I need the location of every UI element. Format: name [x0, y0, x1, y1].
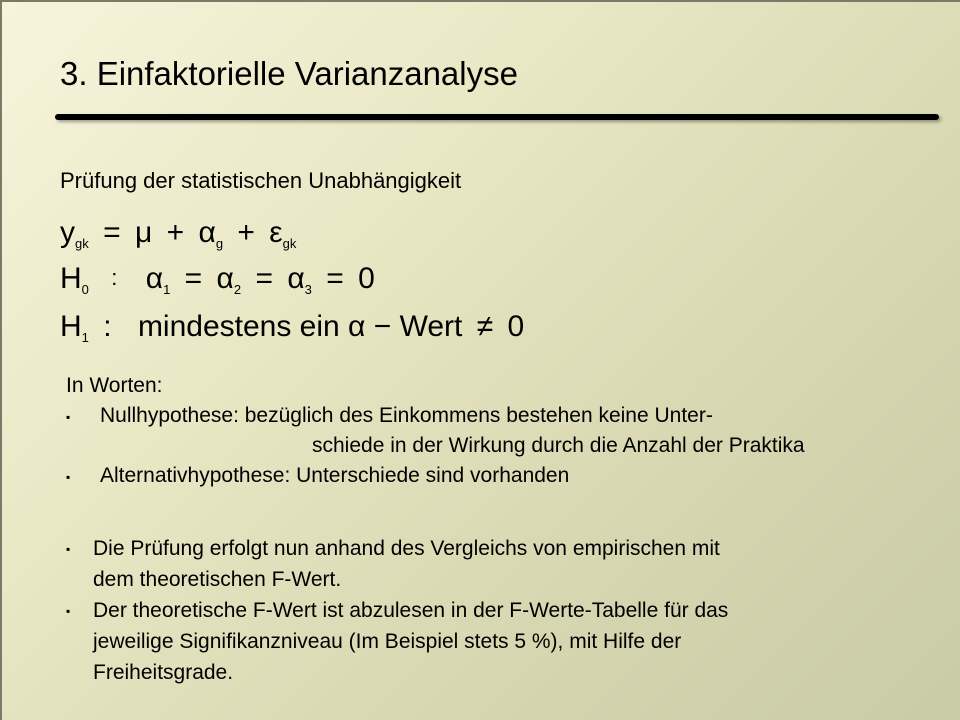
note-2-line-3: Freiheitsgrade. — [93, 661, 234, 684]
note-1-line-1: Die Prüfung erfolgt nun anhand des Vergleichs von empirischen mit — [93, 537, 720, 560]
h1-subscript: 1 — [81, 330, 89, 345]
h0-colon: : — [111, 265, 118, 290]
null-hypothesis-line-1: Nullhypothese: bezüglich des Einkommens bestehen keine Unter- — [100, 404, 713, 427]
h0-alpha-3-subscript: 3 — [304, 282, 312, 297]
null-hypothesis-formula — [60, 264, 375, 296]
null-hypothesis-line-2: schiede in der Wirkung durch die Anzahl der Praktika — [312, 434, 805, 457]
bullet-square-icon: ▪ — [66, 542, 71, 556]
slide-frame-left — [0, 0, 2, 720]
formula-equals: = — [103, 216, 121, 249]
slide-subtitle: Prüfung der statistischen Unabhängigkeit — [60, 168, 462, 193]
note-2-line-1: Der theoretische F-Wert ist abzulesen in der F-Werte-Tabelle für das — [93, 599, 729, 622]
formula-alpha: α — [198, 216, 216, 249]
note-item — [66, 595, 728, 688]
h0-equals-2: = — [255, 262, 273, 295]
title-rule — [55, 114, 939, 120]
h0-alpha-2: α — [216, 262, 234, 295]
alternative-hypothesis-text: Alternativhypothese: Unterschiede sind vorhanden — [100, 464, 570, 487]
null-hypothesis-bullet — [66, 401, 805, 431]
formula-y: y — [60, 216, 75, 249]
h1-text: mindestens ein α − Wert — [137, 310, 463, 343]
formula-alpha-subscript: g — [215, 236, 224, 251]
alternative-hypothesis-bullet — [66, 461, 805, 491]
bullet-square-icon: ▪ — [66, 470, 71, 484]
h1-label: H — [60, 310, 82, 343]
null-hypothesis-line-2-row — [66, 431, 805, 461]
h0-equals-1: = — [184, 262, 203, 295]
in-words-heading: In Worten: — [66, 374, 163, 397]
h0-alpha-2-subscript: 2 — [233, 282, 242, 297]
h1-colon: : — [103, 310, 112, 343]
h1-value: 0 — [507, 310, 525, 343]
note-item — [66, 533, 728, 595]
model-formula — [60, 218, 296, 250]
formula-epsilon-subscript: gk — [282, 236, 297, 251]
h0-alpha-3: α — [287, 262, 305, 295]
h0-value: 0 — [358, 262, 375, 295]
alternative-hypothesis-formula — [60, 312, 524, 344]
formula-plus-2: + — [237, 216, 255, 249]
h0-label: H — [60, 262, 82, 295]
h0-subscript: 0 — [81, 282, 89, 297]
formula-mu: μ — [134, 216, 153, 249]
h0-alpha-1-subscript: 1 — [163, 282, 171, 297]
h1-not-equal: ≠ — [476, 310, 494, 343]
formula-plus: + — [166, 216, 185, 249]
note-2-line-2: jeweilige Signifikanzniveau (Im Beispiel stets 5 %), mit Hilfe der — [93, 630, 682, 653]
notes-section — [66, 533, 728, 688]
h0-equals-3: = — [326, 262, 344, 295]
slide-frame-top — [0, 0, 960, 2]
bullet-square-icon: ▪ — [66, 410, 71, 424]
formula-epsilon: ε — [269, 216, 283, 249]
in-words-section — [66, 371, 805, 491]
slide-title: 3. Einfaktorielle Varianzanalyse — [60, 55, 518, 92]
formula-y-subscript: gk — [75, 236, 89, 251]
note-1-line-2: dem theoretischen F-Wert. — [93, 568, 342, 591]
bullet-square-icon: ▪ — [66, 604, 71, 618]
h0-alpha-1: α — [145, 262, 164, 295]
